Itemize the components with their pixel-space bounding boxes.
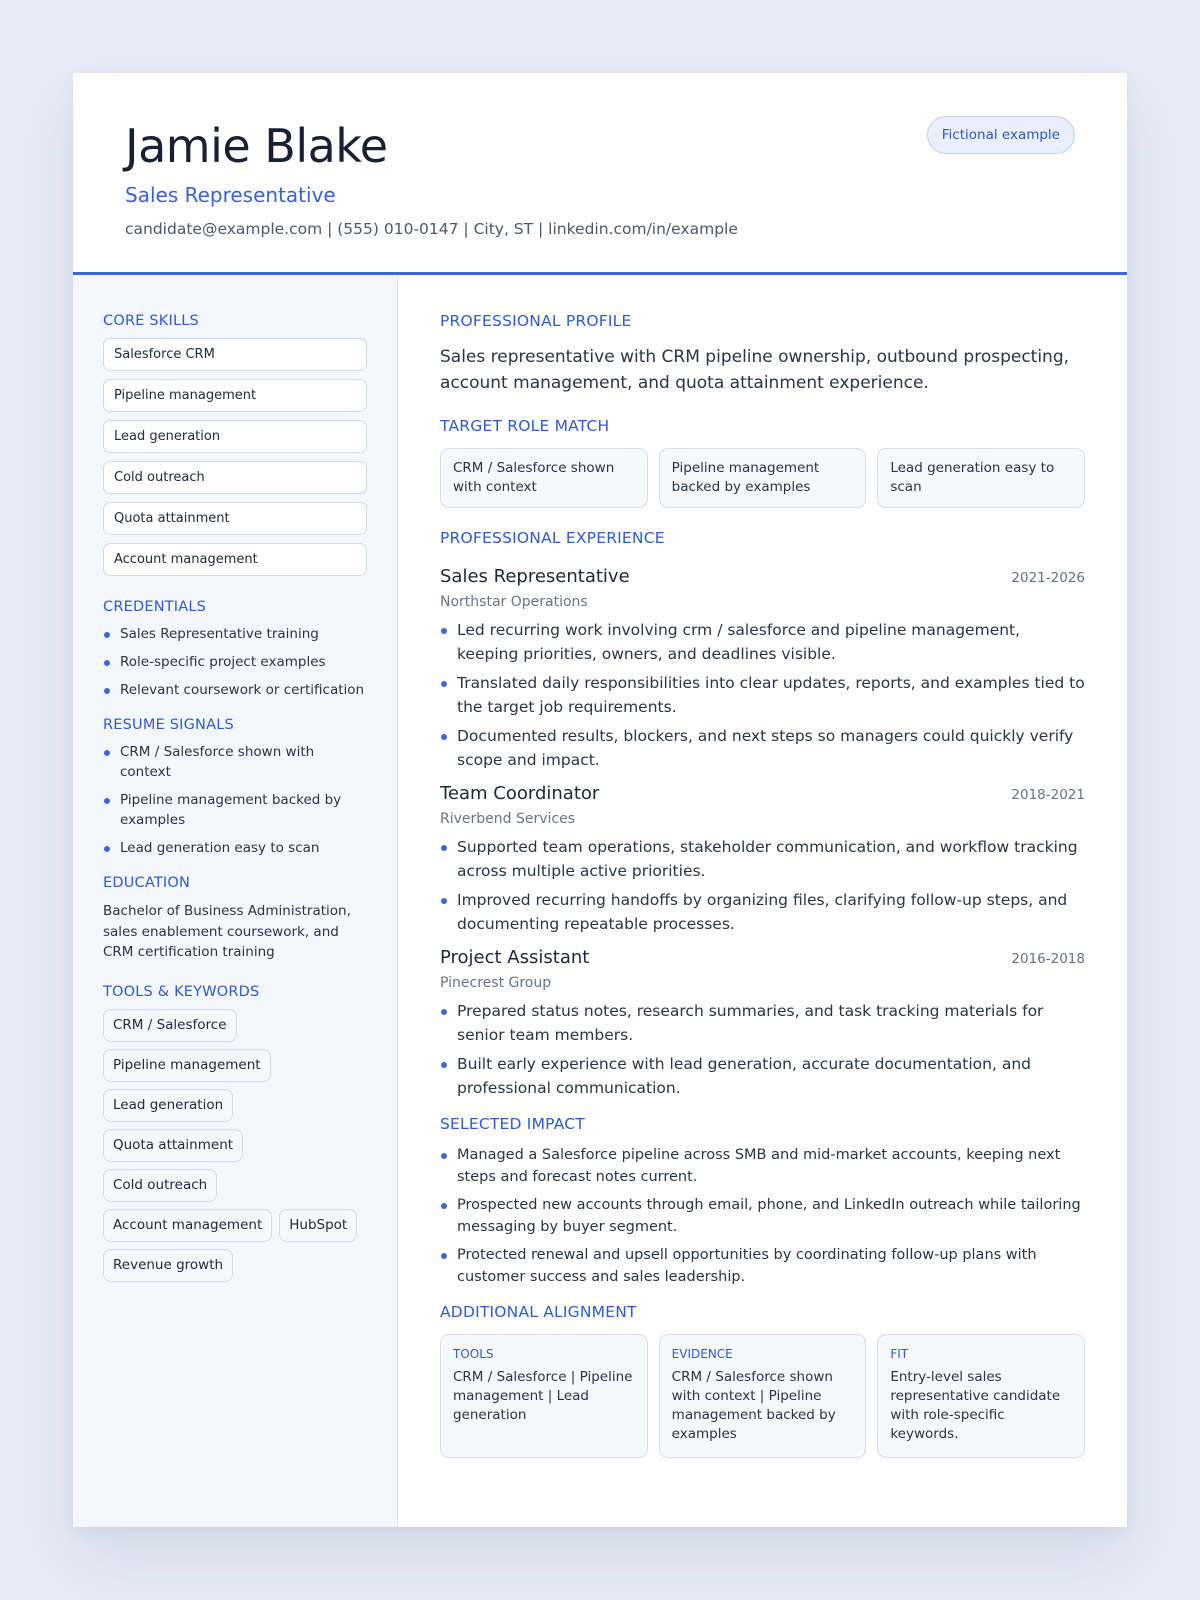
- selected-impact-heading: SELECTED IMPACT: [440, 1115, 585, 1133]
- card-text: CRM / Salesforce | Pipeline management | Lead generation: [453, 1369, 633, 1423]
- profile-heading: PROFESSIONAL PROFILE: [440, 312, 632, 330]
- job-title: Team Coordinator: [440, 783, 600, 804]
- list-item: Role-specific project examples: [103, 652, 367, 672]
- card-text: Entry-level sales representative candidate with role-specific keywords.: [890, 1369, 1061, 1442]
- match-card: CRM / Salesforce shown with context: [440, 448, 648, 508]
- skill-item: Cold outreach: [103, 461, 367, 494]
- skill-item: Account management: [103, 543, 367, 576]
- list-item: Built early experience with lead generation, accurate documentation, and professional communication.: [440, 1053, 1085, 1100]
- job-company: Riverbend Services: [440, 811, 576, 827]
- resume-body: [73, 275, 1127, 1527]
- alignment-card: [659, 1334, 867, 1458]
- alignment-card: [877, 1334, 1085, 1458]
- list-item: Sales Representative training: [103, 624, 367, 644]
- resume-page: [73, 73, 1127, 1527]
- card-label: TOOLS: [453, 1347, 494, 1361]
- list-item: Improved recurring handoffs by organizing files, clarifying follow-up steps, and documenting repeatable processes.: [440, 889, 1085, 936]
- job-company: Northstar Operations: [440, 594, 588, 610]
- job-entry: [440, 946, 1085, 1100]
- resume-signals-list: [103, 742, 367, 858]
- keyword-tag: CRM / Salesforce: [103, 1009, 237, 1042]
- job-bullets: [440, 1000, 1085, 1100]
- keyword-tag: Revenue growth: [103, 1249, 233, 1282]
- list-item: Led recurring work involving crm / salesforce and pipeline management, keeping priorities, owners, and deadlines visible.: [440, 619, 1085, 666]
- list-item: Relevant coursework or certification: [103, 680, 367, 700]
- core-skills-heading: CORE SKILLS: [103, 313, 199, 329]
- candidate-name: Jamie Blake: [125, 119, 388, 173]
- list-item: Supported team operations, stakeholder communication, and workflow tracking across multiple active priorities.: [440, 836, 1085, 883]
- keyword-tag: Account management: [103, 1209, 272, 1242]
- skill-item: Lead generation: [103, 420, 367, 453]
- list-item: Prepared status notes, research summaries, and task tracking materials for senior team members.: [440, 1000, 1085, 1047]
- list-item: Documented results, blockers, and next steps so managers could quickly verify scope and impact.: [440, 725, 1085, 772]
- alignment-card: [440, 1334, 648, 1458]
- list-item: Translated daily responsibilities into clear updates, reports, and examples tied to the target job requirements.: [440, 672, 1085, 719]
- contact-line: candidate@example.com | (555) 010-0147 | City, ST | linkedin.com/in/example: [125, 220, 738, 238]
- job-dates: 2016-2018: [1011, 951, 1085, 967]
- sidebar: [73, 275, 398, 1527]
- list-item: Pipeline management backed by examples: [103, 790, 367, 830]
- list-item: Prospected new accounts through email, phone, and LinkedIn outreach while tailoring messaging by buyer segment.: [440, 1195, 1085, 1238]
- impact-list: [440, 1145, 1085, 1288]
- list-item: CRM / Salesforce shown with context: [103, 742, 367, 782]
- keyword-tag: Quota attainment: [103, 1129, 243, 1162]
- job-company: Pinecrest Group: [440, 975, 552, 991]
- fictional-example-badge: Fictional example: [927, 116, 1075, 154]
- skill-item: Salesforce CRM: [103, 338, 367, 371]
- tools-keywords-heading: TOOLS & KEYWORDS: [103, 983, 260, 1000]
- card-text: CRM / Salesforce shown with context | Pipeline management backed by examples: [671, 1369, 836, 1442]
- profile-text: Sales representative with CRM pipeline ownership, outbound prospecting, account management, and quota attainment experience.: [440, 347, 1070, 393]
- job-entry: [440, 782, 1085, 936]
- resume-signals-heading: RESUME SIGNALS: [103, 717, 234, 733]
- match-card: Lead generation easy to scan: [877, 448, 1085, 508]
- additional-alignment-heading: ADDITIONAL ALIGNMENT: [440, 1303, 637, 1321]
- job-bullets: [440, 836, 1085, 936]
- job-dates: 2021-2026: [1011, 570, 1085, 586]
- skill-item: Pipeline management: [103, 379, 367, 412]
- job-entry: [440, 565, 1085, 772]
- candidate-title: Sales Representative: [125, 183, 336, 207]
- job-title: Sales Representative: [440, 566, 630, 587]
- card-label: EVIDENCE: [671, 1347, 733, 1361]
- list-item: Lead generation easy to scan: [103, 838, 367, 858]
- card-label: FIT: [890, 1347, 909, 1361]
- list-item: Managed a Salesforce pipeline across SMB and mid-market accounts, keeping next steps and forecast notes current.: [440, 1145, 1085, 1188]
- job-title: Project Assistant: [440, 947, 590, 968]
- resume-header: [73, 73, 1127, 275]
- core-skills-list: [103, 338, 367, 576]
- target-role-match-heading: TARGET ROLE MATCH: [440, 417, 610, 435]
- education-heading: EDUCATION: [103, 875, 191, 891]
- match-card: Pipeline management backed by examples: [659, 448, 867, 508]
- credentials-heading: CREDENTIALS: [103, 599, 207, 615]
- tools-keywords-list: [103, 1009, 368, 1289]
- main-content: [398, 275, 1127, 1527]
- keyword-tag: Pipeline management: [103, 1049, 271, 1082]
- education-text: Bachelor of Business Administration, sales enablement coursework, and CRM certification training: [103, 903, 351, 960]
- alignment-cards: [440, 1334, 1085, 1458]
- keyword-tag: Cold outreach: [103, 1169, 217, 1202]
- job-dates: 2018-2021: [1011, 787, 1085, 803]
- credentials-list: [103, 624, 367, 700]
- target-role-match-cards: [440, 448, 1085, 508]
- keyword-tag: Lead generation: [103, 1089, 233, 1122]
- keyword-tag: HubSpot: [279, 1209, 357, 1242]
- experience-heading: PROFESSIONAL EXPERIENCE: [440, 529, 665, 547]
- skill-item: Quota attainment: [103, 502, 367, 535]
- list-item: Protected renewal and upsell opportunities by coordinating follow-up plans with customer success and sales leadership.: [440, 1245, 1085, 1288]
- job-bullets: [440, 619, 1085, 772]
